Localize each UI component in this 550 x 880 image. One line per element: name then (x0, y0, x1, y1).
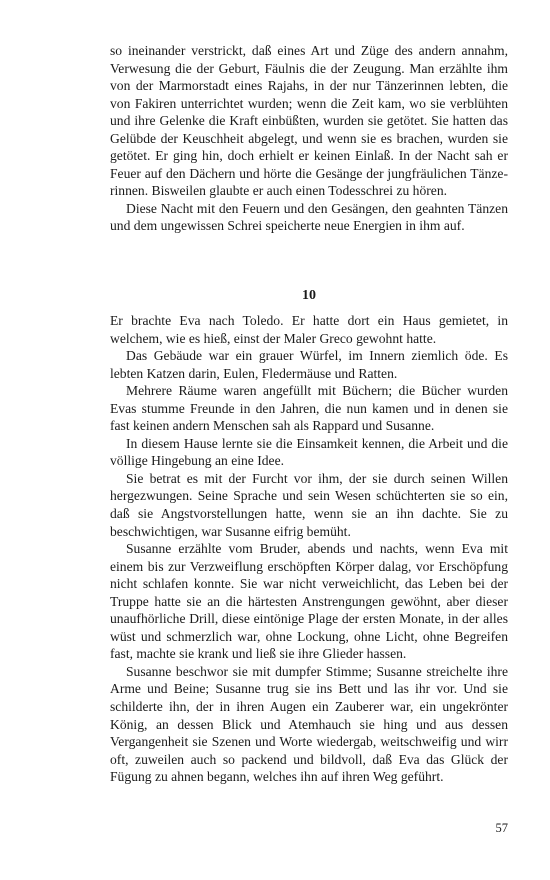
paragraph: so ineinander verstrickt, daß eines Art und Züge des andern annahm, Verwesung die der Geburt, Fäulnis die der Zeugung. Man erzählte ihm von der Marmorstadt eines Rajahs, in der nur Tänzerinnen lebten, die von Fakiren unterrichtet wurden; wenn die Zeit kam, wo sie verblühten und ihre Gelenke die Kraft einbüßten, wurden sie getötet. Sie hatten das Gelübde der Keuschheit abgelegt, und wenn sie es brachen, wurden sie getötet. Er ging hin, doch erhielt er keinen Einlaß. In der Nacht sah er Feuer auf den Dächern und hörte die Gesänge der jungfräulichen Tänzerinnen. Bisweilen glaubte er auch einen Todesschrei zu hören. (110, 43, 508, 199)
text-block-top (110, 42, 508, 235)
page-number: 57 (495, 821, 508, 835)
paragraph: In diesem Hause lernte sie die Einsamkeit kennen, die Arbeit und die völlige Hingebung an eine Idee. (110, 435, 508, 469)
paragraph: Mehrere Räume waren angefüllt mit Büchern; die Bücher wurden Evas stumme Freunde in den Jahren, die nun kamen und in denen sie fast keinen andern Menschen sah als Rappard und Susanne. (110, 383, 508, 434)
chapter-number: 10 (302, 288, 316, 303)
paragraph: Sie betrat es mit der Furcht vor ihm, der sie durch seinen Willen hergezwungen. Seine Sprache und sein Wesen schüchterten sie so ein, daß sie Angstvorstellungen hatte, wenn sie an ihn dachte. Sie zu beschwichtigen, war Susanne eifrig bemüht. (110, 470, 508, 539)
paragraph: Susanne beschwor sie mit dumpfer Stimme; Susanne streichelte ihre Arme und Beine; Susanne trug sie ins Bett und las ihr vor. Und sie schilderte ihn, der in ihren Augen ein Zauberer war, ein ungekrönter König, an dessen Blick und Atemhauch sie hing und aus dessen Vergangenheit sie Szenen und Worte wiedergab, weitschweifig und wirr oft, zuweilen auch so packend und bildvoll, daß Eva das Glück der Fügung zu ahnen begann, welches ihn auf ihren Weg geführt. (110, 663, 508, 785)
paragraph: Diese Nacht mit den Feuern und den Gesängen, den geahnten Tänzen und dem ungewissen Schrei speicherte neue Energien in ihm auf. (110, 200, 508, 234)
text-block-chapter (110, 312, 508, 786)
paragraph: Er brachte Eva nach Toledo. Er hatte dort ein Haus gemietet, in welchem, wie es hieß, einst der Maler Greco gewohnt hatte. (110, 313, 508, 346)
paragraph: Susanne erzählte vom Bruder, abends und nachts, wenn Eva mit einem bis zur Verzweiflung erschöpften Körper dalag, vor Erschöpfung nicht schlafen konnte. Sie war nicht verweichlicht, das Leben bei der Truppe hatte sie an die härtesten Anstrengungen gewöhnt, aber dieser unaufhörliche Drill, diese eintönige Plage der ersten Monate, in der alles wüst und schmerzlich war, ohne Lockung, ohne Licht, ohne Begreifen fast, machte sie krank und ließ sie ihre Glieder hassen. (110, 541, 508, 662)
paragraph: Das Gebäude war ein grauer Würfel, im Innern ziemlich öde. Es lebten Katzen darin, Eulen, Fledermäuse und Ratten. (110, 348, 508, 381)
